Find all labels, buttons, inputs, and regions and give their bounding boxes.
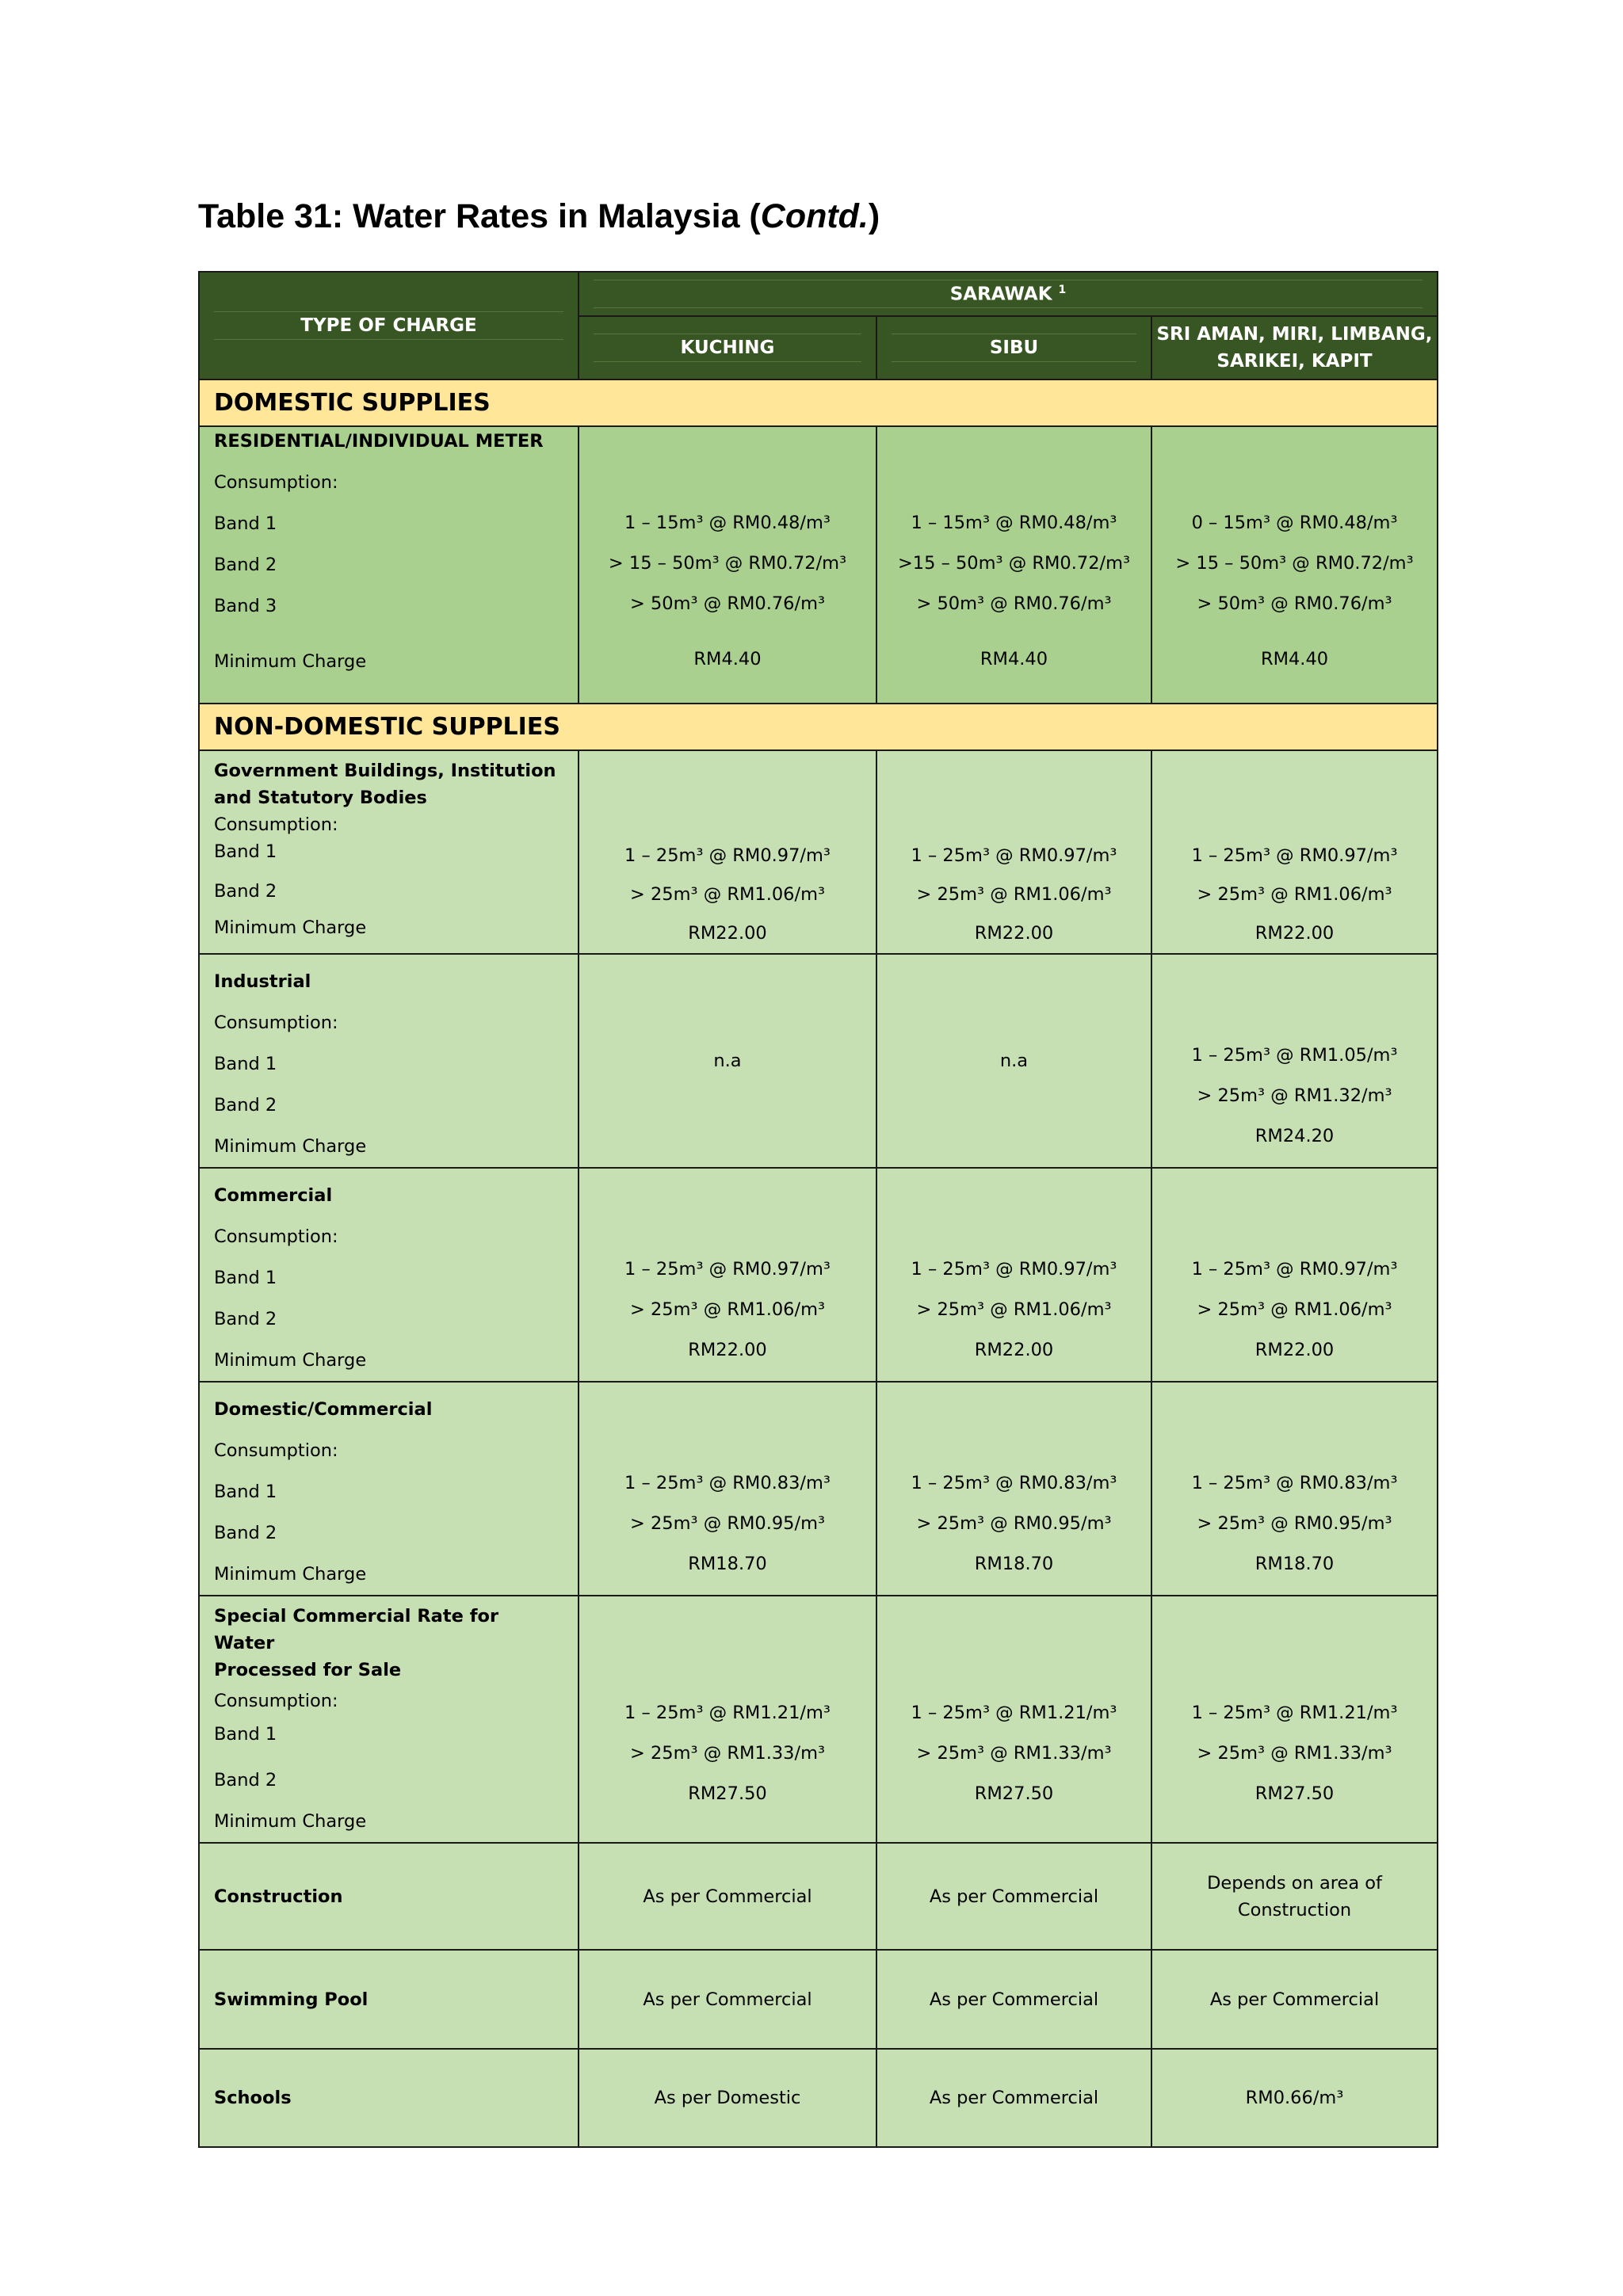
section-domestic: DOMESTIC SUPPLIES [199, 379, 1438, 426]
row-residential: RESIDENTIAL/INDIVIDUAL METER Consumption: Band 1 Band 2 Band 3 Minimum Charge [199, 426, 579, 704]
header-sibu: SIBU [876, 316, 1151, 379]
industrial-sibu: n.a [876, 954, 1151, 1168]
government-sibu: 1 – 25m³ @ RM0.97/m³ > 25m³ @ RM1.06/m³ RM22.00 [876, 750, 1151, 954]
row-commercial: Commercial Consumption: Band 1 Band 2 Minimum Charge [199, 1168, 579, 1382]
construction-sibu: As per Commercial [876, 1843, 1151, 1950]
water-rates-table [198, 271, 1438, 2148]
government-other: 1 – 25m³ @ RM0.97/m³ > 25m³ @ RM1.06/m³ RM22.00 [1151, 750, 1438, 954]
row-construction: Construction [199, 1843, 579, 1950]
construction-kuching: As per Commercial [579, 1843, 876, 1950]
header-region: SARAWAK $^1$ [579, 272, 1438, 316]
row-special-commercial: Special Commercial Rate for Water Processed for Sale Consumption: Band 1 Band 2 Minimum Charge [199, 1596, 579, 1843]
domestic-commercial-kuching: 1 – 25m³ @ RM0.83/m³ > 25m³ @ RM0.95/m³ RM18.70 [579, 1382, 876, 1596]
schools-sibu: As per Commercial [876, 2049, 1151, 2147]
row-industrial: Industrial Consumption: Band 1 Band 2 Minimum Charge [199, 954, 579, 1168]
special-commercial-other: 1 – 25m³ @ RM1.21/m³ > 25m³ @ RM1.33/m³ RM27.50 [1151, 1596, 1438, 1843]
section-non-domestic: NON-DOMESTIC SUPPLIES [199, 704, 1438, 750]
commercial-other: 1 – 25m³ @ RM0.97/m³ > 25m³ @ RM1.06/m³ RM22.00 [1151, 1168, 1438, 1382]
title-italic: Contd. [760, 197, 869, 235]
schools-kuching: As per Domestic [579, 2049, 876, 2147]
residential-kuching: 1 – 15m³ @ RM0.48/m³ > 15 – 50m³ @ RM0.72/m³ > 50m³ @ RM0.76/m³ RM4.40 [579, 426, 876, 704]
construction-other: Depends on area of Construction [1151, 1843, 1438, 1950]
row-schools: Schools [199, 2049, 579, 2147]
industrial-kuching: n.a [579, 954, 876, 1168]
swimming-pool-other: As per Commercial [1151, 1950, 1438, 2049]
domestic-commercial-sibu: 1 – 25m³ @ RM0.83/m³ > 25m³ @ RM0.95/m³ RM18.70 [876, 1382, 1151, 1596]
row-domestic-commercial: Domestic/Commercial Consumption: Band 1 Band 2 Minimum Charge [199, 1382, 579, 1596]
special-commercial-sibu: 1 – 25m³ @ RM1.21/m³ > 25m³ @ RM1.33/m³ RM27.50 [876, 1596, 1151, 1843]
government-kuching: 1 – 25m³ @ RM0.97/m³ > 25m³ @ RM1.06/m³ RM22.00 [579, 750, 876, 954]
domestic-commercial-other: 1 – 25m³ @ RM0.83/m³ > 25m³ @ RM0.95/m³ RM18.70 [1151, 1382, 1438, 1596]
residential-sibu: 1 – 15m³ @ RM0.48/m³ >15 – 50m³ @ RM0.72/m³ > 50m³ @ RM0.76/m³ RM4.40 [876, 426, 1151, 704]
commercial-sibu: 1 – 25m³ @ RM0.97/m³ > 25m³ @ RM1.06/m³ RM22.00 [876, 1168, 1151, 1382]
header-kuching: KUCHING [579, 316, 876, 379]
industrial-other: 1 – 25m³ @ RM1.05/m³ > 25m³ @ RM1.32/m³ RM24.20 [1151, 954, 1438, 1168]
residential-other: 0 – 15m³ @ RM0.48/m³ > 15 – 50m³ @ RM0.72/m³ > 50m³ @ RM0.76/m³ RM4.40 [1151, 426, 1438, 704]
commercial-kuching: 1 – 25m³ @ RM0.97/m³ > 25m³ @ RM1.06/m³ RM22.00 [579, 1168, 876, 1382]
swimming-pool-sibu: As per Commercial [876, 1950, 1151, 2049]
header-other-divisions: SRI AMAN, MIRI, LIMBANG, SARIKEI, KAPIT [1151, 316, 1438, 379]
row-government: Government Buildings, Institution and Statutory Bodies Consumption: Band 1 Band 2 Minimum Charge [199, 750, 579, 954]
schools-other: RM0.66/m³ [1151, 2049, 1438, 2147]
page-title: Table 31: Water Rates in Malaysia (Contd.) [198, 197, 880, 235]
header-type-of-charge: TYPE OF CHARGE [199, 272, 579, 379]
row-swimming-pool: Swimming Pool [199, 1950, 579, 2049]
swimming-pool-kuching: As per Commercial [579, 1950, 876, 2049]
special-commercial-kuching: 1 – 25m³ @ RM1.21/m³ > 25m³ @ RM1.33/m³ RM27.50 [579, 1596, 876, 1843]
